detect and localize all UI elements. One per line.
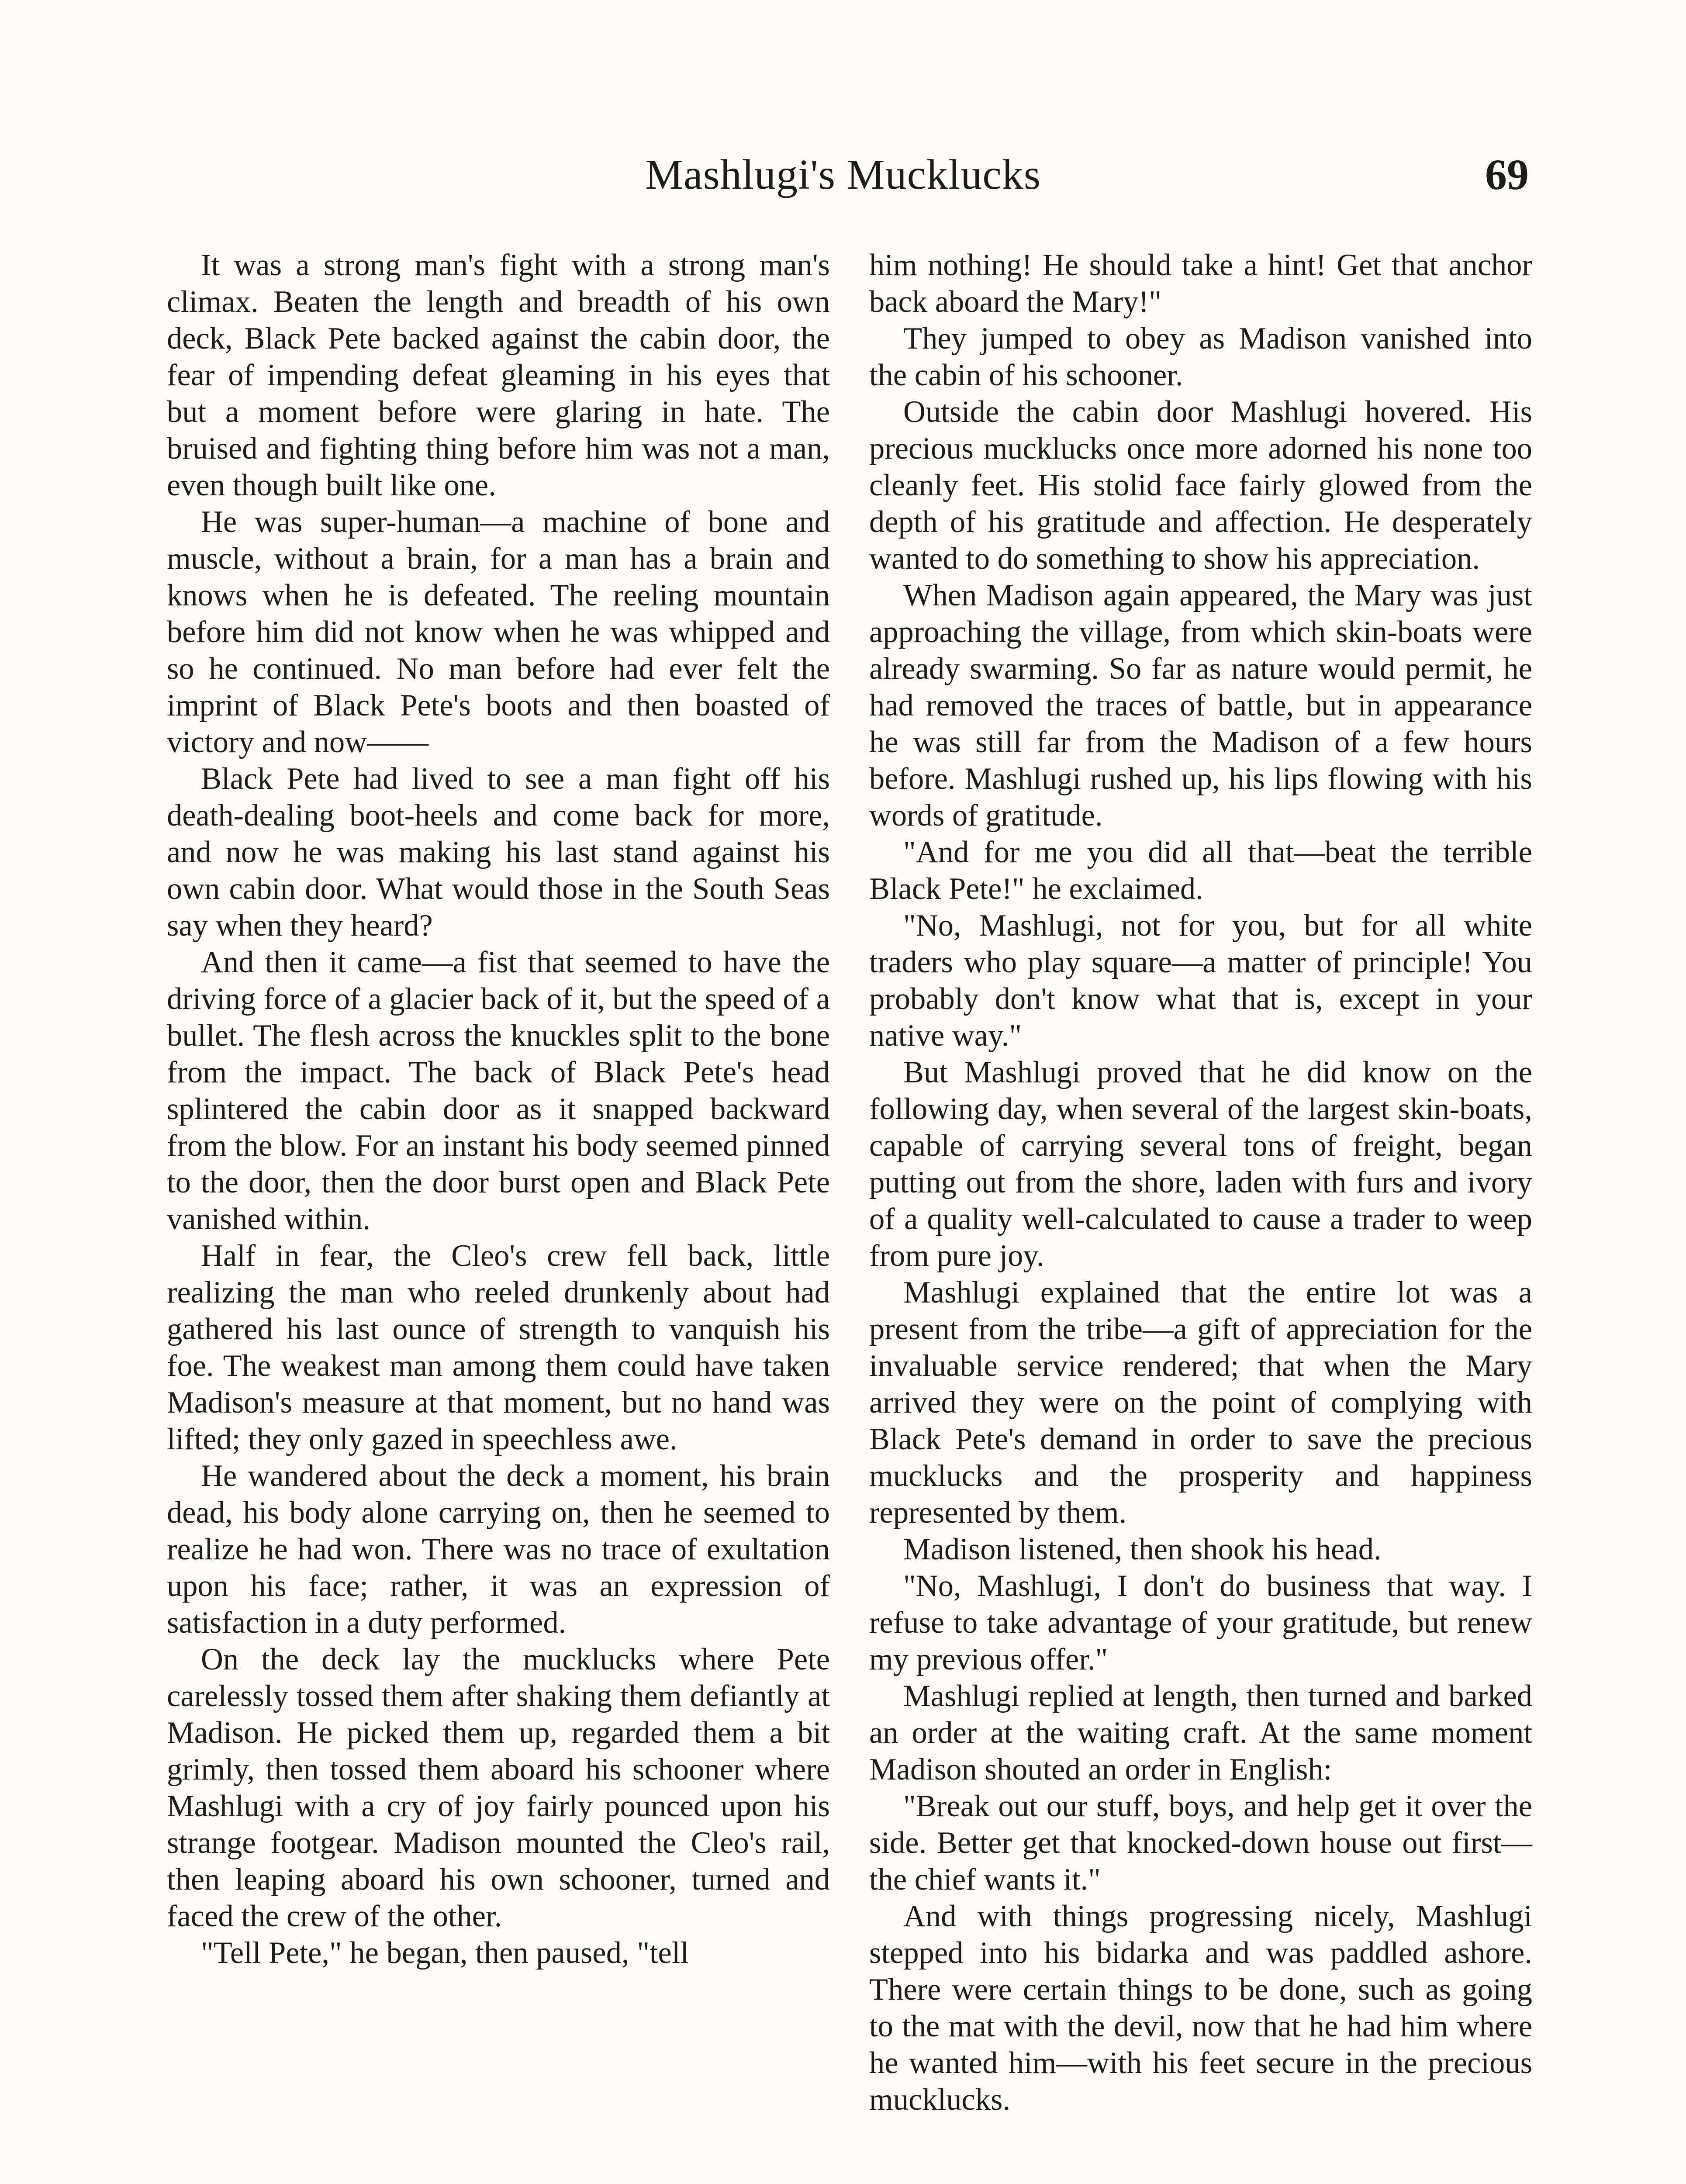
paragraph: "Tell Pete," he began, then paused, "tell [201,1936,689,1970]
running-title: Mashlugi's Mucklucks [645,151,1041,198]
paragraph: Half in fear, the Cleo's crew fell back, little realizing the man who reeled drunkenly about had gathered his last ounce of strength to vanquish his foe. The weakest man among them could have taken Madison's measure at that moment, but no hand was lifted; they only gazed in speechless awe. [167,1239,830,1456]
paragraph-continued: him nothing! He should take a hint! Get that anchor back aboard the Mary!" [869,248,1532,319]
paragraph: Black Pete had lived to see a man fight off his death-dealing boot-heels and come back for more, and now he was making his last stand against his own cabin door. What would those in the South Seas say when they heard? [167,762,830,943]
paragraph: "Break out our stuff, boys, and help get it over the side. Better get that knocked-down house out first—the chief wants it." [869,1789,1532,1897]
paragraph: But Mashlugi proved that he did know on the following day, when several of the largest skin-boats, capable of carrying several tons of freight, began putting out from the shore, laden with furs and ivory of a quality well-calculated to cause a trader to weep from pure joy. [869,1055,1532,1273]
right-column [869,247,1532,2118]
paragraph: Mashlugi explained that the entire lot was a present from the tribe—a gift of appreciation for the invaluable service rendered; that when the Mary arrived they were on the point of complying with Black Pete's demand in order to save the precious mucklucks and the prosperity and happiness represented by them. [869,1275,1532,1530]
paragraph: And then it came—a fist that seemed to have the driving force of a glacier back of it, but the speed of a bullet. The flesh across the knuckles split to the bone from the impact. The back of Black Pete's head splintered the cabin door as it snapped backward from the blow. For an instant his body seemed pinned to the door, then the door burst open and Black Pete vanished within. [167,945,830,1236]
paragraph: He wandered about the deck a moment, his brain dead, his body alone carrying on, then he seemed to realize he had won. There was no trace of exultation upon his face; rather, it was an expression of satisfaction in a duty performed. [167,1459,830,1640]
paragraph: When Madison again appeared, the Mary was just approaching the village, from which skin-boats were already swarming. So far as nature would permit, he had removed the traces of battle, but in appearance he was still far from the Madison of a few hours before. Mashlugi rushed up, his lips flowing with his words of gratitude. [869,578,1532,833]
paragraph: It was a strong man's fight with a strong man's climax. Beaten the length and breadth of his own deck, Black Pete backed against the cabin door, the fear of impending defeat gleaming in his eyes that but a moment before were glaring in hate. The bruised and fighting thing before him was not a man, even though built like one. [167,248,830,502]
paragraph: "No, Mashlugi, not for you, but for all white traders who play square—a matter of principle! You probably don't know what that is, except in your native way." [869,909,1532,1053]
paragraph: And with things progressing nicely, Mashlugi stepped into his bidarka and was paddled ashore. There were certain things to be done, such as going to the mat with the devil, now that he had him where he wanted him—with his feet secure in the precious mucklucks. [869,1899,1532,2117]
running-head [0,144,1686,205]
paragraph: They jumped to obey as Madison vanished into the cabin of his schooner. [869,321,1532,392]
paragraph: He was super-human—a machine of bone and muscle, without a brain, for a man has a brain and knows when he is defeated. The reeling mountain before him did not know when he was whipped and so he continued. No man before had ever felt the imprint of Black Pete's boots and then boasted of victory and now—— [167,505,830,759]
paragraph: Mashlugi replied at length, then turned and barked an order at the waiting craft. At the same moment Madison shouted an order in English: [869,1679,1532,1787]
paragraph: "And for me you did all that—beat the terrible Black Pete!" he exclaimed. [869,835,1532,906]
page-number: 69 [1485,150,1529,199]
paragraph: "No, Mashlugi, I don't do business that way. I refuse to take advantage of your gratitude, but renew my previous offer." [869,1569,1532,1676]
paragraph: Outside the cabin door Mashlugi hovered. His precious mucklucks once more adorned his none too cleanly feet. His stolid face fairly glowed from the depth of his gratitude and affection. He desperately wanted to do something to show his appreciation. [869,395,1532,576]
left-column [167,247,830,1971]
paragraph: On the deck lay the mucklucks where Pete carelessly tossed them after shaking them defiantly at Madison. He picked them up, regarded them a bit grimly, then tossed them aboard his schooner where Mashlugi with a cry of joy fairly pounced upon his strange footgear. Madison mounted the Cleo's rail, then leaping aboard his own schooner, turned and faced the crew of the other. [167,1642,830,1933]
paragraph: Madison listened, then shook his head. [903,1532,1382,1566]
